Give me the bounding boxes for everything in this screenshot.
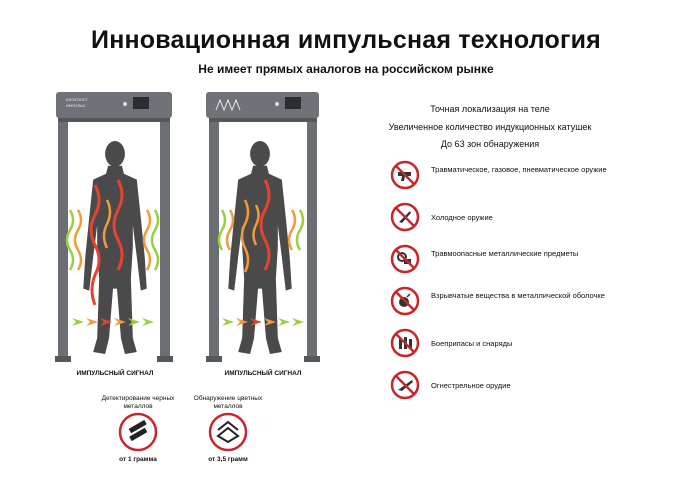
firearm-icon <box>390 370 420 400</box>
page-subtitle: Не имеет прямых аналогов на российском рынке <box>198 62 494 76</box>
detector-2-caption: ИМПУЛЬСНЫЙ СИГНАЛ <box>224 370 302 377</box>
ferrous-metal-icon <box>118 412 158 452</box>
feature-coils: Увеличенное количество индукционных катушек <box>388 122 592 132</box>
detector-1-caption: ИМПУЛЬСНЫЙ СИГНАЛ <box>76 370 154 377</box>
nonferrous-metal-label: Обнаружение цветных металлов <box>193 395 263 410</box>
signal-arrows <box>222 318 304 326</box>
knife-icon <box>390 202 420 232</box>
threat-label: Боеприпасы и снаряды <box>431 339 513 348</box>
signal-arrows <box>72 318 154 326</box>
explosive-icon <box>390 286 420 316</box>
page-title: Инновационная импульсная технология <box>91 26 601 54</box>
nonferrous-metal-amount: от 3,5 грамм <box>208 456 248 463</box>
svg-text:ИМПУЛЬС: ИМПУЛЬС <box>66 103 86 108</box>
threat-label: Взрывчатые вещества в металлической оболочке <box>431 291 605 300</box>
gas-pistol-icon <box>390 160 420 190</box>
threat-label: Травматическое, газовое, пневматическое оружие <box>431 165 607 174</box>
feature-localization: Точная локализация на теле <box>430 104 550 114</box>
ferrous-metal-amount: от 1 грамма <box>119 456 157 463</box>
feature-zones: До 63 зон обнаружения <box>440 139 540 149</box>
ammunition-icon <box>390 328 420 358</box>
threat-label: Холодное оружие <box>431 213 493 222</box>
nonferrous-metal-icon <box>208 412 248 452</box>
ferrous-metal-label: Детектирование черных металлов <box>101 395 175 410</box>
threat-label: Огнестрельное орудие <box>431 381 511 390</box>
metal-objects-icon <box>390 244 420 274</box>
threat-label: Травмоопасные металлические предметы <box>431 249 579 258</box>
svg-text:БЛОКПОСТ: БЛОКПОСТ <box>66 97 88 102</box>
